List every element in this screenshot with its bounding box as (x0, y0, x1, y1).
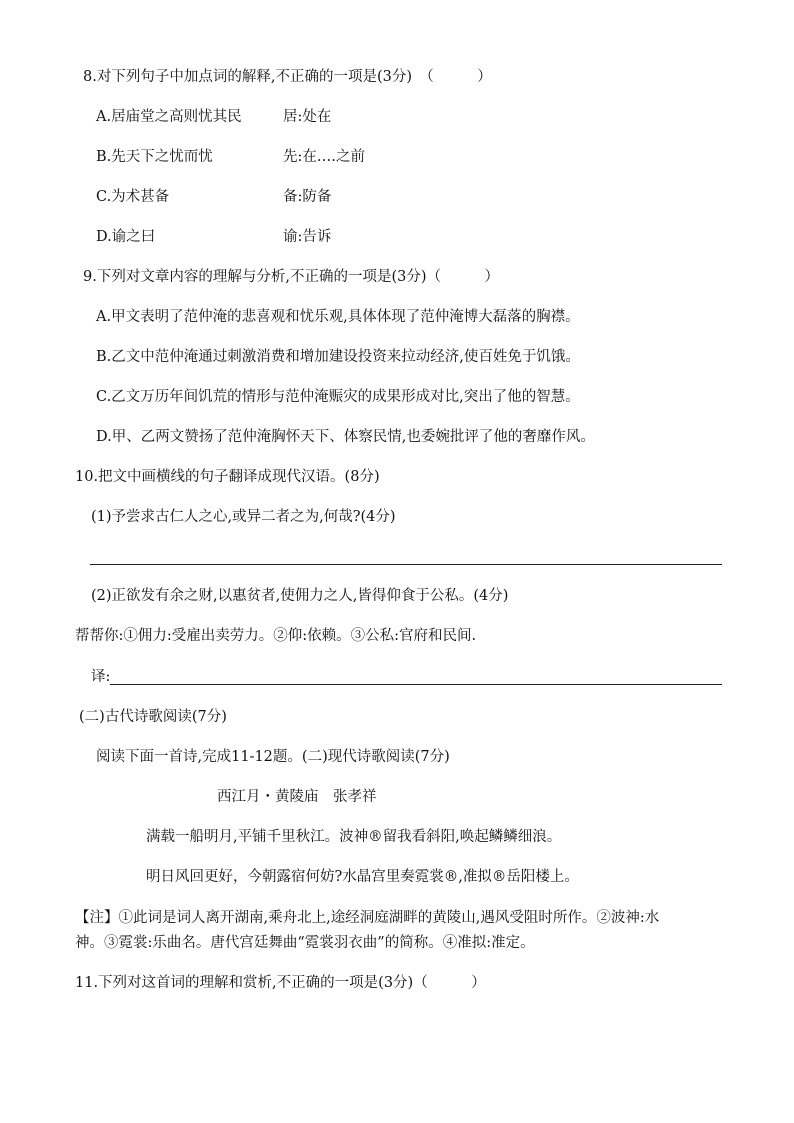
q8-option-b: B.先天下之忧而忧 (96, 149, 213, 165)
q8-gloss-b: 先:在.…之前 (283, 149, 365, 165)
q11-stem: 11.下列对这首词的理解和赏析,不正确的一项是(3分)（ ） (75, 975, 486, 991)
q9-option-b: B.乙文中范仲淹通过刺激消费和增加建设投资来拉动经济,使百姓免于饥饿。 (96, 349, 580, 365)
q10-help: 帮帮你:①佣力:受雇出卖劳力。②仰:依赖。③公私:官府和民间. (75, 628, 477, 644)
answer-line-1[interactable] (90, 564, 722, 565)
q10-sentence-1: (1)予尝求古仁人之心,或异二者之为,何哉?(4分) (91, 509, 396, 525)
q8-gloss-d: 谕:告诉 (283, 229, 332, 245)
poem-title: 西江月・黄陵庙 张孝祥 (217, 789, 377, 805)
q9-option-d: D.甲、乙两文赞扬了范仲淹胸怀天下、体察民情,也委婉批评了他的奢靡作风。 (96, 429, 595, 445)
poem-line-2: 明日风回更好，今朝露宿何妨?水晶宫里奏霓裳®,准拟®岳阳楼上。 (146, 869, 579, 885)
q8-gloss-c: 备:防备 (283, 189, 332, 205)
translate-label: 译: (91, 669, 111, 685)
q8-stem: 8.对下列句子中加点词的解释,不正确的一项是(3分) （ ） (83, 69, 492, 85)
q8-option-c: C.为术甚备 (96, 189, 170, 205)
q8-gloss-a: 居:处在 (283, 109, 332, 125)
poem-line-1: 满载一船明月,平铺千里秋江。波神®留我看斜阳,唤起鳞鳞细浪。 (146, 829, 562, 845)
poem-note-2: 神。③霓裳:乐曲名。唐代宫廷舞曲“霓裳羽衣曲”的简称。④准拟:准定。 (75, 935, 535, 951)
section-heading: (二)古代诗歌阅读(7分) (79, 709, 227, 725)
answer-line-2[interactable] (110, 684, 722, 685)
q9-option-c: C.乙文万历年间饥荒的情形与范仲淹赈灾的成果形成对比,突出了他的智慧。 (96, 389, 580, 405)
q9-stem: 9.下列对文章内容的理解与分析,不正确的一项是(3分)（ ） (83, 269, 499, 285)
section-instruction: 阅读下面一首诗,完成11-12题。(二)现代诗歌阅读(7分) (96, 749, 450, 765)
q10-stem: 10.把文中画横线的句子翻译成现代汉语。(8分) (75, 469, 380, 485)
q8-option-d: D.谕之曰 (96, 229, 156, 245)
q8-option-a: A.居庙堂之高则忧其民 (96, 109, 242, 125)
q10-sentence-2: (2)正欲发有余之财,以惠贫者,使佣力之人,皆得仰食于公私。(4分) (91, 588, 509, 604)
poem-note-1: 【注】①此词是词人离开湖南,乘舟北上,途经洞庭湖畔的黄陵山,遇风受阻时所作。②波神:水 (75, 910, 660, 926)
q9-option-a: A.甲文表明了范仲淹的悲喜观和忧乐观,具体体现了范仲淹博大磊落的胸襟。 (96, 309, 580, 325)
